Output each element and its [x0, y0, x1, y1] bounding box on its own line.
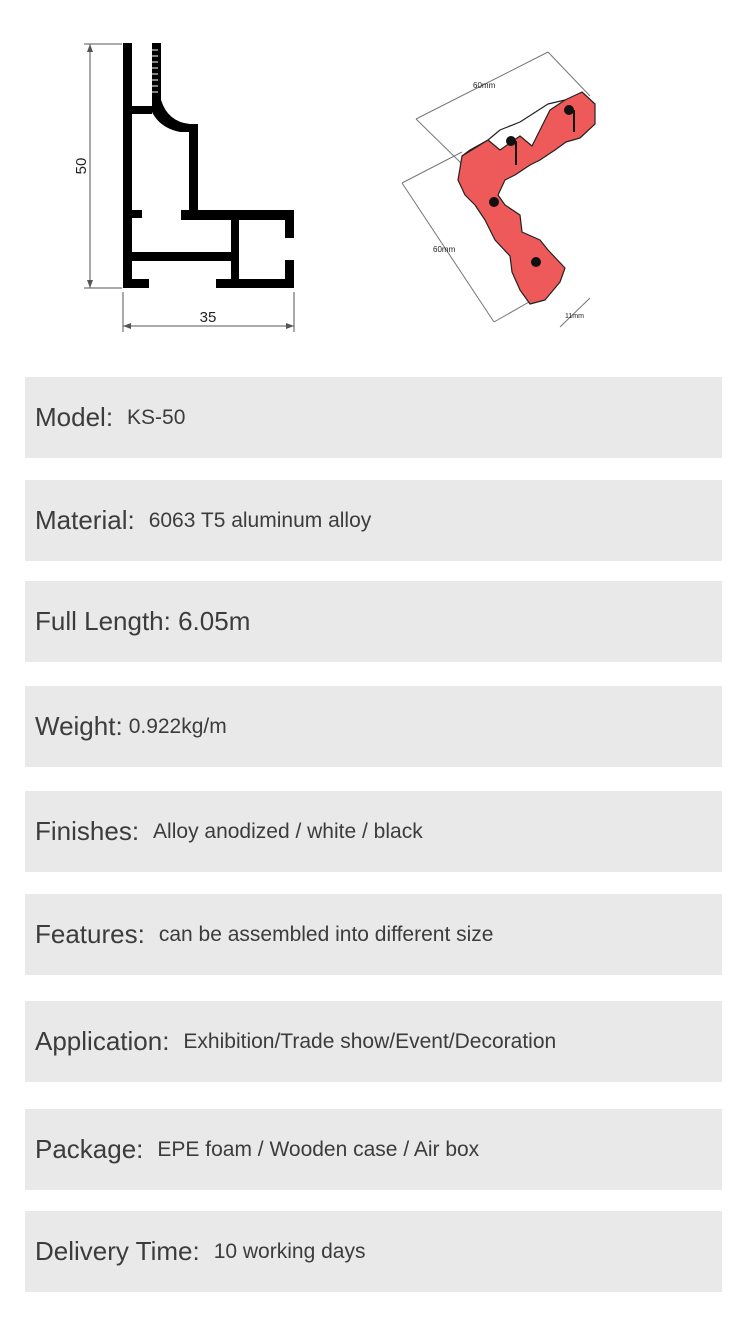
spec-value: Alloy anodized / white / black — [153, 819, 423, 843]
corner-connector — [402, 52, 595, 327]
spec-row-delivery-time — [25, 1211, 722, 1292]
corner-top-label: 60mm — [473, 81, 496, 90]
spec-value: can be assembled into different size — [158, 922, 494, 946]
spec-row-package — [25, 1109, 722, 1190]
spec-label: Application: — [35, 1026, 170, 1056]
spec-value: EPE foam / Wooden case / Air box — [157, 1137, 480, 1161]
spec-value: KS-50 — [127, 405, 186, 429]
spec-row-application — [25, 1001, 722, 1082]
spec-row-material — [25, 480, 722, 561]
spec-row-model — [25, 377, 722, 458]
spec-value: 0.922kg/m — [128, 714, 227, 738]
profile-height-label: 50 — [73, 157, 90, 175]
spec-label: Material: — [35, 505, 135, 535]
spec-row-weight — [25, 686, 722, 767]
corner-thickness-label: 11mm — [565, 313, 584, 320]
spec-value: 6063 T5 aluminum alloy — [148, 508, 372, 532]
spec-label: Model: — [35, 402, 114, 432]
profile-cross-section — [73, 43, 294, 332]
spec-label: Features: — [35, 919, 145, 949]
corner-left-label: 60mm — [433, 245, 456, 254]
spec-label: Finishes: — [35, 816, 140, 846]
spec-value: 10 working days — [213, 1239, 366, 1263]
spec-row-full-length — [25, 581, 722, 662]
spec-row-features — [25, 894, 722, 975]
spec-label: Full Length: 6.05m — [35, 606, 251, 636]
product-diagrams — [0, 0, 750, 360]
spec-label: Package: — [35, 1134, 144, 1164]
spec-label: Weight: — [35, 711, 123, 741]
profile-width-label: 35 — [199, 309, 217, 326]
spec-value: Exhibition/Trade show/Event/Decoration — [183, 1029, 557, 1053]
spec-row-finishes — [25, 791, 722, 872]
spec-label: Delivery Time: — [35, 1236, 200, 1266]
